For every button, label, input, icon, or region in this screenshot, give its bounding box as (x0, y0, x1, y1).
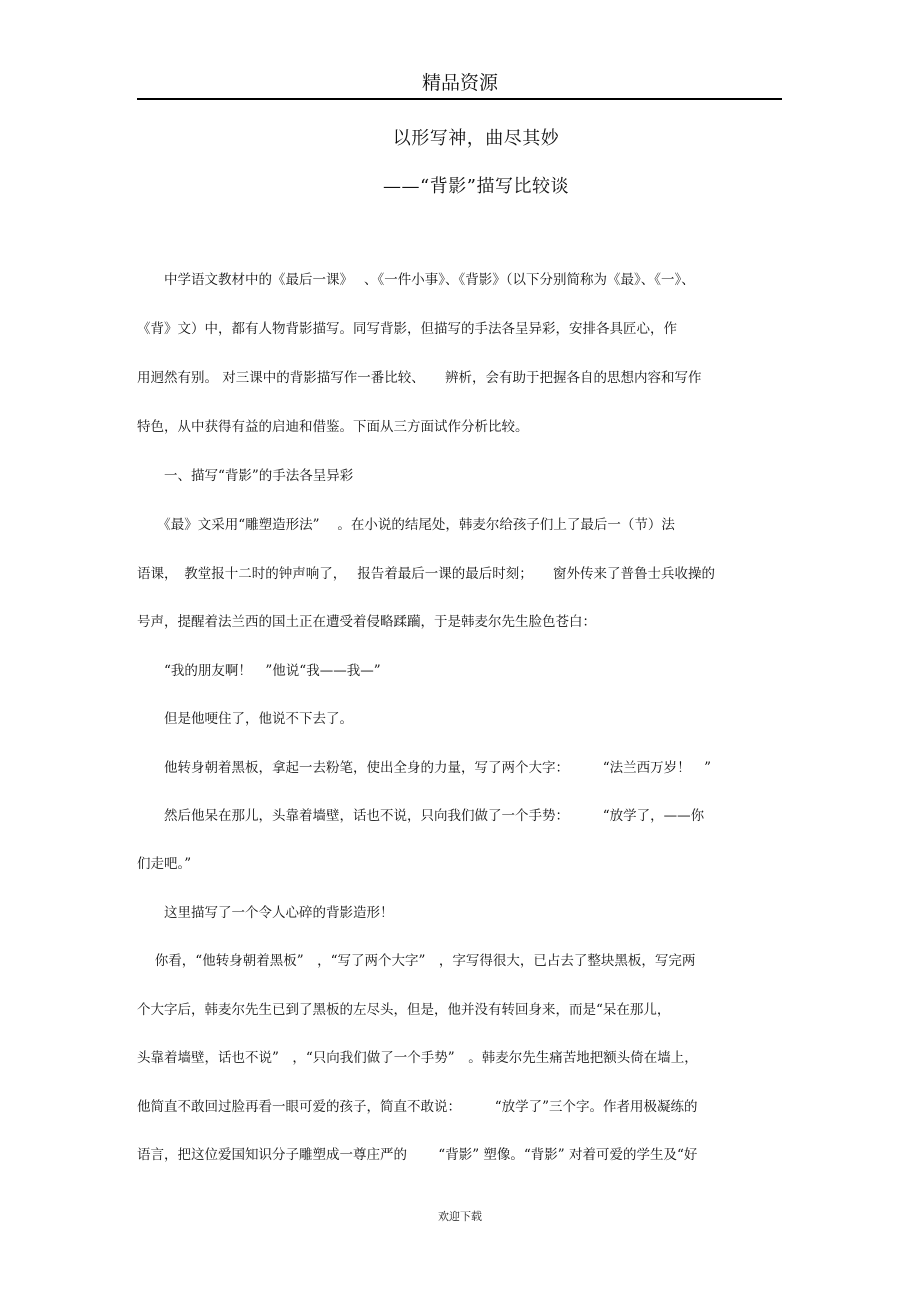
body-line: 号声，提醒着法兰西的国土正在遭受着侵略蹂躏，于是韩麦尔先生脸色苍白： (137, 614, 596, 630)
body-line: 特色，从中获得有益的启迪和借鉴。下面从三方面试作分析比较。 (137, 419, 529, 435)
body-line: 中学语文教材中的《最后一课》 、《一件小事》、《背影》（以下分别简称为《最》、《一》、 (137, 272, 695, 288)
body-line: 《最》文采用“雕塑造形法” 。在小说的结尾处，韩麦尔给孩子们上了最后一（节）法 (137, 517, 675, 533)
section-heading: 一、描写“背影”的手法各呈异彩 (137, 468, 354, 484)
body-line: 们走吧。” (137, 856, 192, 872)
body-line: 语课， 教堂报十二时的钟声响了， 报告着最后一课的最后时刻； 窗外传来了普鲁士兵收操的 (137, 566, 716, 582)
body-line: 这里描写了一个令人心碎的背影造形！ (137, 905, 394, 921)
body-line: 《背》文）中，都有人物背影描写。同写背影，但描写的手法各呈异彩，安排各具匠心，作 (137, 321, 677, 337)
body-line: 语言，把这位爱国知识分子雕塑成一尊庄严的 “背影” 塑像。“背影” 对着可爱的学生及“好 (137, 1147, 698, 1163)
body-line: 他转身朝着黑板，拿起一去粉笔，使出全身的力量，写了两个大字： “法兰西万岁！ ” (137, 760, 712, 776)
page-footer: 欢迎下载 (438, 1210, 482, 1223)
body-line: 个大字后，韩麦尔先生已到了黑板的左尽头，但是，他并没有转回身来，而是“呆在那儿， (137, 1002, 671, 1018)
body-line: 但是他哽住了，他说不下去了。 (137, 711, 353, 727)
body-line: 你看，“他转身朝着黑板” ，“写了两个大字” ，字写得很大，已占去了整块黑板，写完两 (137, 953, 696, 969)
quote-line: “我的朋友啊！ ”他说“我——我—” (137, 663, 381, 679)
header-divider (137, 98, 782, 100)
body-line: 他简直不敢回过脸再看一眼可爱的孩子，简直不敢说： “放学了”三个字。作者用极凝练的 (137, 1099, 698, 1115)
document-subtitle: ——“背影”描写比较谈 (383, 176, 569, 197)
body-line: 然后他呆在那儿，头靠着墙壁，话也不说，只向我们做了一个手势： “放学了，——你 (137, 808, 705, 824)
body-line: 用迥然有别。 对三课中的背影描写作一番比较、 辨析，会有助于把握各自的思想内容和写作 (137, 370, 702, 386)
page-header-title: 精品资源 (421, 72, 498, 94)
document-title: 以形写神，曲尽其妙 (392, 128, 560, 149)
body-line: 头靠着墙壁，话也不说” ，“只向我们做了一个手势” 。韩麦尔先生痛苦地把额头倚在墙上， (137, 1050, 698, 1066)
